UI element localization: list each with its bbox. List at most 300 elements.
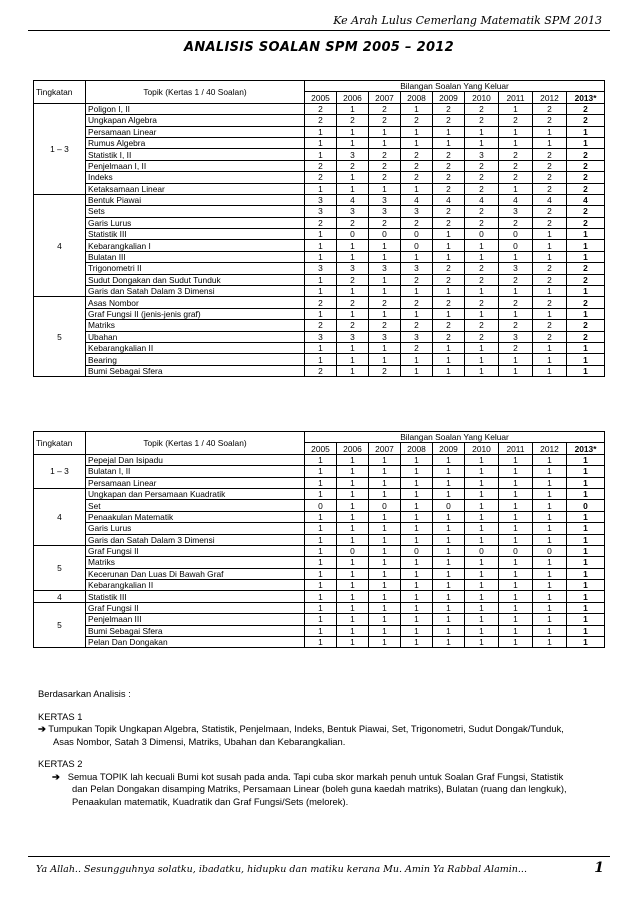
topic-cell: Sets [86, 206, 305, 217]
count-cell: 1 [401, 286, 433, 297]
count-cell: 2 [337, 160, 369, 171]
count-cell: 1 [401, 568, 433, 579]
count-cell: 1 [499, 602, 533, 613]
count-cell: 1 [567, 568, 605, 579]
count-cell: 1 [337, 534, 369, 545]
count-cell: 1 [433, 602, 465, 613]
count-cell: 1 [533, 557, 567, 568]
topic-cell: Pelan Dan Dongakan [86, 637, 305, 648]
table-row [34, 137, 605, 148]
kertas2-line3: Penaakulan matematik, Kuadratik dan Graf Fungsi/Sets (melorek). [72, 795, 349, 807]
count-cell: 2 [305, 365, 337, 376]
count-cell: 1 [533, 591, 567, 602]
count-cell: 1 [465, 286, 499, 297]
count-cell: 1 [401, 466, 433, 477]
table-row [34, 637, 605, 648]
level-cell: 5 [34, 297, 86, 377]
count-cell: 1 [305, 557, 337, 568]
count-cell: 1 [337, 342, 369, 353]
count-cell: 0 [337, 229, 369, 240]
table-row [34, 194, 605, 205]
count-cell: 1 [499, 308, 533, 319]
count-cell: 1 [567, 251, 605, 262]
count-cell: 1 [499, 591, 533, 602]
count-cell: 3 [401, 206, 433, 217]
count-cell: 1 [433, 545, 465, 556]
count-cell: 1 [567, 240, 605, 251]
table-row [34, 103, 605, 114]
count-cell: 1 [567, 342, 605, 353]
table-row [34, 602, 605, 613]
count-cell: 1 [567, 365, 605, 376]
count-cell: 2 [533, 217, 567, 228]
count-cell: 1 [499, 477, 533, 488]
count-cell: 2 [305, 297, 337, 308]
count-cell: 1 [337, 286, 369, 297]
count-cell: 2 [433, 331, 465, 342]
count-cell: 1 [465, 126, 499, 137]
count-cell: 1 [533, 240, 567, 251]
count-cell: 1 [567, 137, 605, 148]
count-cell: 1 [305, 286, 337, 297]
page-number: 1 [594, 860, 604, 876]
count-cell: 1 [401, 183, 433, 194]
count-cell: 2 [499, 149, 533, 160]
level-cell: 4 [34, 194, 86, 297]
count-cell: 1 [433, 477, 465, 488]
count-cell: 3 [369, 263, 401, 274]
topic-cell: Trigonometri II [86, 263, 305, 274]
count-cell: 2 [499, 160, 533, 171]
count-cell: 2 [533, 115, 567, 126]
count-cell: 1 [401, 591, 433, 602]
table-row [34, 625, 605, 636]
count-cell: 1 [337, 172, 369, 183]
count-cell: 2 [433, 206, 465, 217]
count-cell: 1 [499, 580, 533, 591]
count-cell: 1 [465, 466, 499, 477]
table-row [34, 297, 605, 308]
topic-cell: Garis Lurus [86, 523, 305, 534]
count-cell: 3 [369, 206, 401, 217]
count-cell: 1 [433, 229, 465, 240]
count-cell: 2 [305, 103, 337, 114]
count-cell: 2 [369, 172, 401, 183]
count-cell: 1 [401, 454, 433, 465]
count-cell: 1 [465, 137, 499, 148]
count-cell: 1 [533, 625, 567, 636]
paper2-analysis-table [33, 431, 605, 648]
count-cell: 4 [533, 194, 567, 205]
count-cell: 2 [369, 365, 401, 376]
count-cell: 1 [567, 488, 605, 499]
count-cell: 1 [305, 126, 337, 137]
year-header: 2009 [433, 443, 465, 454]
count-cell: 3 [401, 331, 433, 342]
count-cell: 0 [465, 545, 499, 556]
count-cell: 1 [369, 126, 401, 137]
count-cell: 1 [337, 454, 369, 465]
count-cell: 1 [533, 251, 567, 262]
count-cell: 0 [305, 500, 337, 511]
running-header: Ke Arah Lulus Cemerlang Matematik SPM 2013 [333, 14, 602, 27]
count-cell: 1 [337, 251, 369, 262]
count-cell: 1 [401, 625, 433, 636]
count-cell: 1 [567, 523, 605, 534]
count-cell: 4 [499, 194, 533, 205]
count-cell: 1 [337, 602, 369, 613]
count-cell: 1 [465, 591, 499, 602]
count-cell: 2 [337, 115, 369, 126]
count-cell: 1 [433, 580, 465, 591]
count-cell: 1 [499, 251, 533, 262]
count-cell: 1 [369, 568, 401, 579]
count-cell: 1 [337, 523, 369, 534]
count-cell: 2 [369, 149, 401, 160]
count-cell: 1 [337, 637, 369, 648]
count-cell: 2 [499, 320, 533, 331]
count-cell: 0 [369, 229, 401, 240]
count-cell: 2 [465, 331, 499, 342]
count-cell: 2 [499, 172, 533, 183]
count-cell: 1 [337, 354, 369, 365]
topic-cell: Ketaksamaan Linear [86, 183, 305, 194]
table-row [34, 331, 605, 342]
count-cell: 1 [305, 477, 337, 488]
count-cell: 1 [499, 500, 533, 511]
count-cell: 1 [305, 568, 337, 579]
count-cell: 1 [305, 183, 337, 194]
table-row [34, 172, 605, 183]
count-cell: 2 [567, 160, 605, 171]
count-cell: 1 [369, 477, 401, 488]
count-cell: 2 [567, 297, 605, 308]
count-cell: 3 [401, 263, 433, 274]
col-tingkatan: Tingkatan [34, 81, 86, 104]
topic-cell: Graf Fungsi II [86, 602, 305, 613]
topic-cell: Kebarangkalian I [86, 240, 305, 251]
year-header: 2006 [337, 92, 369, 103]
count-cell: 1 [433, 488, 465, 499]
topic-cell: Set [86, 500, 305, 511]
count-cell: 2 [465, 217, 499, 228]
count-cell: 1 [337, 557, 369, 568]
count-cell: 2 [369, 160, 401, 171]
count-cell: 1 [567, 545, 605, 556]
count-cell: 0 [499, 545, 533, 556]
count-cell: 1 [567, 454, 605, 465]
count-cell: 1 [401, 500, 433, 511]
count-cell: 2 [305, 217, 337, 228]
table-row [34, 183, 605, 194]
count-cell: 1 [533, 500, 567, 511]
count-cell: 2 [433, 149, 465, 160]
count-cell: 1 [499, 614, 533, 625]
count-cell: 2 [533, 183, 567, 194]
year-header: 2013* [567, 443, 605, 454]
count-cell: 1 [533, 614, 567, 625]
count-cell: 1 [465, 251, 499, 262]
count-cell: 1 [567, 126, 605, 137]
count-cell: 1 [499, 466, 533, 477]
col-topik: Topik (Kertas 1 / 40 Soalan) [86, 81, 305, 104]
count-cell: 1 [465, 614, 499, 625]
topic-cell: Ubahan [86, 331, 305, 342]
count-cell: 1 [433, 591, 465, 602]
count-cell: 3 [465, 149, 499, 160]
table-row [34, 126, 605, 137]
count-cell: 1 [369, 602, 401, 613]
count-cell: 1 [533, 308, 567, 319]
count-cell: 1 [533, 488, 567, 499]
topic-cell: Statistik I, II [86, 149, 305, 160]
topic-cell: Sudut Dongakan dan Sudut Tunduk [86, 274, 305, 285]
count-cell: 1 [533, 637, 567, 648]
topic-cell: Kecerunan Dan Luas Di Bawah Graf [86, 568, 305, 579]
count-cell: 1 [369, 625, 401, 636]
count-cell: 1 [499, 137, 533, 148]
count-cell: 1 [433, 523, 465, 534]
count-cell: 2 [465, 172, 499, 183]
table-row [34, 534, 605, 545]
count-cell: 1 [567, 614, 605, 625]
year-header: 2012 [533, 443, 567, 454]
footer-rule [28, 856, 610, 857]
count-cell: 1 [369, 454, 401, 465]
count-cell: 2 [433, 263, 465, 274]
count-cell: 1 [533, 568, 567, 579]
table-row [34, 500, 605, 511]
count-cell: 1 [369, 251, 401, 262]
table-row [34, 308, 605, 319]
table-row [34, 580, 605, 591]
count-cell: 1 [369, 183, 401, 194]
count-cell: 2 [533, 149, 567, 160]
count-cell: 2 [433, 172, 465, 183]
count-cell: 1 [465, 477, 499, 488]
count-cell: 1 [401, 308, 433, 319]
count-cell: 2 [433, 320, 465, 331]
count-cell: 1 [567, 591, 605, 602]
table-row [34, 591, 605, 602]
count-cell: 2 [567, 274, 605, 285]
table-row [34, 274, 605, 285]
count-cell: 1 [433, 625, 465, 636]
count-cell: 1 [337, 466, 369, 477]
year-header: 2005 [305, 92, 337, 103]
count-cell: 4 [337, 194, 369, 205]
table-row [34, 545, 605, 556]
topic-cell: Bentuk Piawai [86, 194, 305, 205]
year-header: 2011 [499, 92, 533, 103]
level-cell: 4 [34, 591, 86, 602]
count-cell: 1 [369, 523, 401, 534]
count-cell: 4 [401, 194, 433, 205]
count-cell: 1 [465, 523, 499, 534]
count-cell: 1 [567, 637, 605, 648]
count-cell: 2 [499, 274, 533, 285]
year-header: 2008 [401, 443, 433, 454]
count-cell: 1 [305, 240, 337, 251]
topic-cell: Penjelmaan III [86, 614, 305, 625]
count-cell: 1 [401, 637, 433, 648]
col-bilangan: Bilangan Soalan Yang Keluar [305, 432, 605, 443]
count-cell: 1 [433, 614, 465, 625]
count-cell: 2 [401, 172, 433, 183]
level-cell: 5 [34, 545, 86, 591]
table-row [34, 229, 605, 240]
count-cell: 2 [401, 217, 433, 228]
count-cell: 0 [337, 545, 369, 556]
count-cell: 2 [369, 103, 401, 114]
count-cell: 2 [465, 263, 499, 274]
level-cell: 1 – 3 [34, 103, 86, 194]
count-cell: 1 [465, 342, 499, 353]
count-cell: 1 [401, 488, 433, 499]
count-cell: 1 [433, 240, 465, 251]
topic-cell: Graf Fungsi II (jenis-jenis graf) [86, 308, 305, 319]
count-cell: 1 [305, 523, 337, 534]
count-cell: 1 [369, 614, 401, 625]
count-cell: 1 [305, 466, 337, 477]
topic-cell: Bearing [86, 354, 305, 365]
count-cell: 1 [305, 229, 337, 240]
arrow-right-icon: ➔ [38, 723, 46, 734]
topic-cell: Garis dan Satah Dalam 3 Dimensi [86, 534, 305, 545]
count-cell: 2 [337, 274, 369, 285]
count-cell: 1 [337, 103, 369, 114]
notes-intro: Berdasarkan Analisis : [38, 688, 131, 699]
count-cell: 2 [465, 297, 499, 308]
count-cell: 1 [533, 466, 567, 477]
count-cell: 1 [337, 625, 369, 636]
count-cell: 1 [433, 342, 465, 353]
count-cell: 0 [533, 545, 567, 556]
count-cell: 1 [369, 274, 401, 285]
count-cell: 1 [337, 308, 369, 319]
count-cell: 1 [337, 511, 369, 522]
count-cell: 2 [465, 115, 499, 126]
topic-cell: Penaakulan Matematik [86, 511, 305, 522]
count-cell: 1 [401, 602, 433, 613]
count-cell: 2 [465, 206, 499, 217]
count-cell: 2 [433, 217, 465, 228]
table-row [34, 454, 605, 465]
count-cell: 1 [465, 637, 499, 648]
count-cell: 1 [465, 354, 499, 365]
kertas1-line1 [38, 723, 598, 736]
table-row [34, 263, 605, 274]
topic-cell: Asas Nombor [86, 297, 305, 308]
year-header: 2006 [337, 443, 369, 454]
table-row [34, 614, 605, 625]
count-cell: 0 [401, 545, 433, 556]
count-cell: 1 [305, 488, 337, 499]
count-cell: 1 [401, 103, 433, 114]
topic-cell: Bulatan I, II [86, 466, 305, 477]
count-cell: 1 [533, 286, 567, 297]
count-cell: 2 [567, 217, 605, 228]
count-cell: 0 [499, 229, 533, 240]
count-cell: 1 [499, 557, 533, 568]
count-cell: 2 [533, 320, 567, 331]
count-cell: 4 [433, 194, 465, 205]
count-cell: 1 [337, 488, 369, 499]
count-cell: 1 [533, 454, 567, 465]
year-header: 2007 [369, 443, 401, 454]
count-cell: 1 [401, 251, 433, 262]
count-cell: 2 [401, 297, 433, 308]
count-cell: 3 [305, 331, 337, 342]
count-cell: 1 [533, 126, 567, 137]
count-cell: 1 [465, 240, 499, 251]
topic-cell: Statistik III [86, 591, 305, 602]
paper1-analysis-table [33, 80, 605, 377]
count-cell: 2 [465, 274, 499, 285]
count-cell: 1 [305, 534, 337, 545]
count-cell: 2 [567, 103, 605, 114]
year-header: 2005 [305, 443, 337, 454]
count-cell: 2 [433, 103, 465, 114]
count-cell: 1 [567, 580, 605, 591]
year-header: 2009 [433, 92, 465, 103]
count-cell: 1 [401, 126, 433, 137]
count-cell: 2 [567, 172, 605, 183]
count-cell: 1 [369, 286, 401, 297]
count-cell: 1 [305, 342, 337, 353]
count-cell: 2 [305, 160, 337, 171]
count-cell: 2 [305, 172, 337, 183]
topic-cell: Kebarangkalian II [86, 580, 305, 591]
count-cell: 1 [567, 308, 605, 319]
table-row [34, 251, 605, 262]
table-row [34, 160, 605, 171]
count-cell: 1 [337, 183, 369, 194]
count-cell: 2 [567, 320, 605, 331]
count-cell: 1 [433, 365, 465, 376]
count-cell: 3 [499, 331, 533, 342]
count-cell: 1 [305, 545, 337, 556]
count-cell: 1 [305, 354, 337, 365]
count-cell: 1 [465, 365, 499, 376]
table-row [34, 354, 605, 365]
topic-cell: Bumi Sebagai Sfera [86, 625, 305, 636]
count-cell: 2 [401, 320, 433, 331]
count-cell: 1 [567, 354, 605, 365]
count-cell: 1 [567, 557, 605, 568]
count-cell: 2 [433, 115, 465, 126]
kertas2-line1 [38, 771, 598, 784]
count-cell: 0 [401, 229, 433, 240]
count-cell: 1 [433, 557, 465, 568]
topic-cell: Ungkapan Algebra [86, 115, 305, 126]
count-cell: 1 [369, 240, 401, 251]
count-cell: 2 [369, 320, 401, 331]
count-cell: 1 [369, 137, 401, 148]
table-row [34, 488, 605, 499]
count-cell: 1 [533, 523, 567, 534]
count-cell: 1 [305, 637, 337, 648]
count-cell: 1 [465, 308, 499, 319]
count-cell: 1 [401, 580, 433, 591]
count-cell: 3 [499, 263, 533, 274]
kertas2-heading: KERTAS 2 [38, 758, 83, 769]
count-cell: 1 [499, 126, 533, 137]
count-cell: 2 [567, 183, 605, 194]
count-cell: 2 [369, 115, 401, 126]
table-row [34, 557, 605, 568]
count-cell: 1 [465, 500, 499, 511]
